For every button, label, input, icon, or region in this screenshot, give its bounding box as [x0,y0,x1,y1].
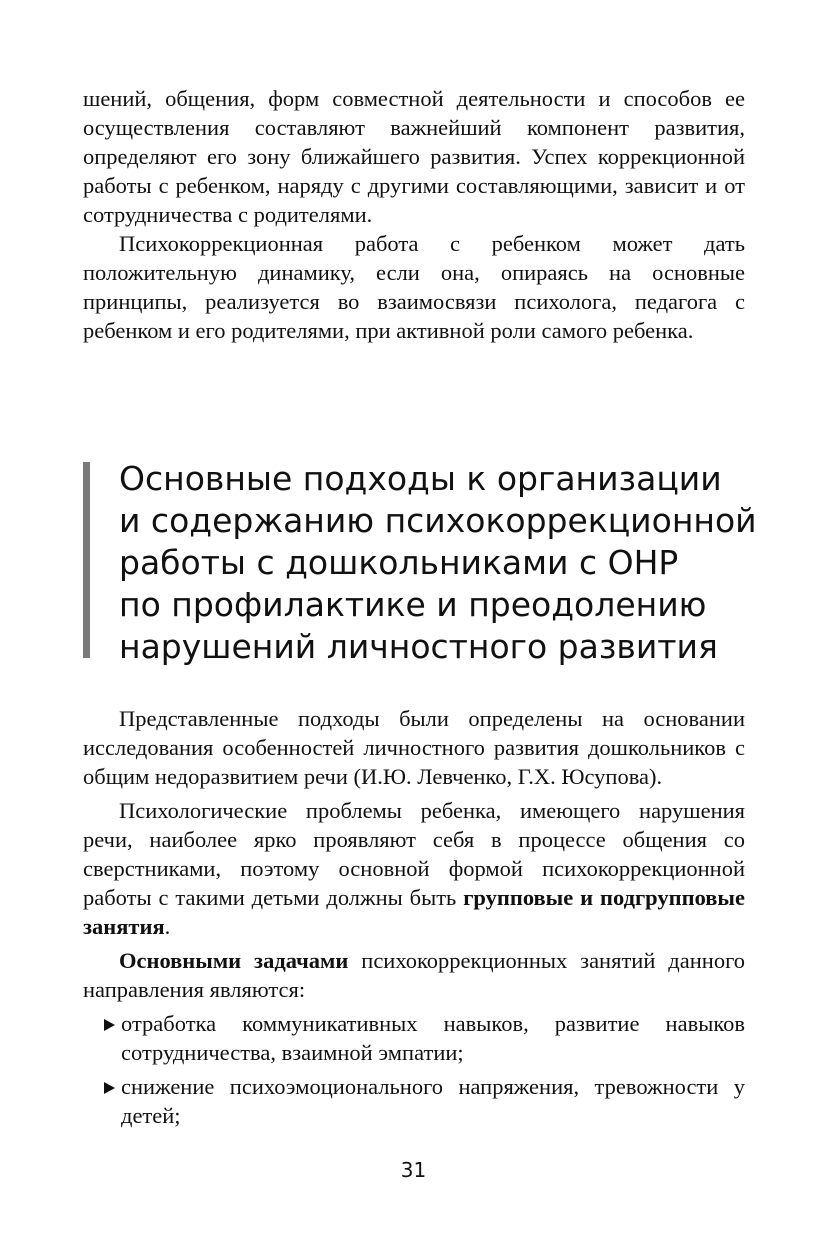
tasks-list [83,1009,745,1130]
paragraph-main-tasks-text: психокоррекционных занятий данного направления являются: [83,948,745,1002]
list-item-text: снижение психоэмоционального напряжения, тревожности у детей; [121,1074,745,1128]
emphasis-main-tasks: Основными задачами [119,948,349,973]
section-heading: Основные подходы к организации и содержанию психокоррекционной работы с дошкольниками с ОНР по профилактике и преодолению нарушений личностного развития [119,459,757,666]
page-number: 31 [400,1158,427,1182]
paragraph-group-sessions-end: . [164,914,171,939]
triangle-right-icon [104,1019,115,1031]
paragraph-group-sessions-text: Психологические проблемы ребенка, имеющего нарушения речи, наиболее ярко проявляют себя в процессе общения со сверстниками, поэтому основной формой психокоррекционной работы с такими детьми должны быть [83,798,745,910]
paragraph-main-tasks [83,946,745,1004]
triangle-right-icon [104,1082,115,1094]
list-item-text: отработка коммуникативных навыков, развитие навыков сотрудничества, взаимной эмпатии; [121,1011,745,1065]
section-heading-block [83,458,763,670]
paragraph-approaches: Представленные подходы были определены на основании исследования особенностей личностного развития дошкольников с общим недоразвитием речи (И.Ю. Левченко, Г.Х. Юсупова). [83,706,745,789]
intro-paragraph: Психокоррекционная работа с ребенком может дать положительную динамику, если она, опираясь на основные принципы, реализуется во взаимосвязи психолога, педагога с ребенком и его родителями, при активной роли самого ребенка. [83,231,745,343]
list-item [83,1009,745,1067]
heading-accent-bar [83,462,90,658]
intro-paragraph-continued: шений, общения, форм совместной деятельности и способов ее осуществления составляют важнейший компонент развития, определяют его зону ближайшего развития. Успех коррекционной работы с ребенком, наряду с другими составляющими, зависит и от сотрудничества с родителями. [83,86,745,227]
intro-text-block [83,84,745,345]
main-text-block [83,704,745,1135]
emphasis-group-sessions: групповые и подгрупповые занятия [83,885,745,939]
list-item [83,1072,745,1130]
paragraph-group-sessions [83,796,745,941]
